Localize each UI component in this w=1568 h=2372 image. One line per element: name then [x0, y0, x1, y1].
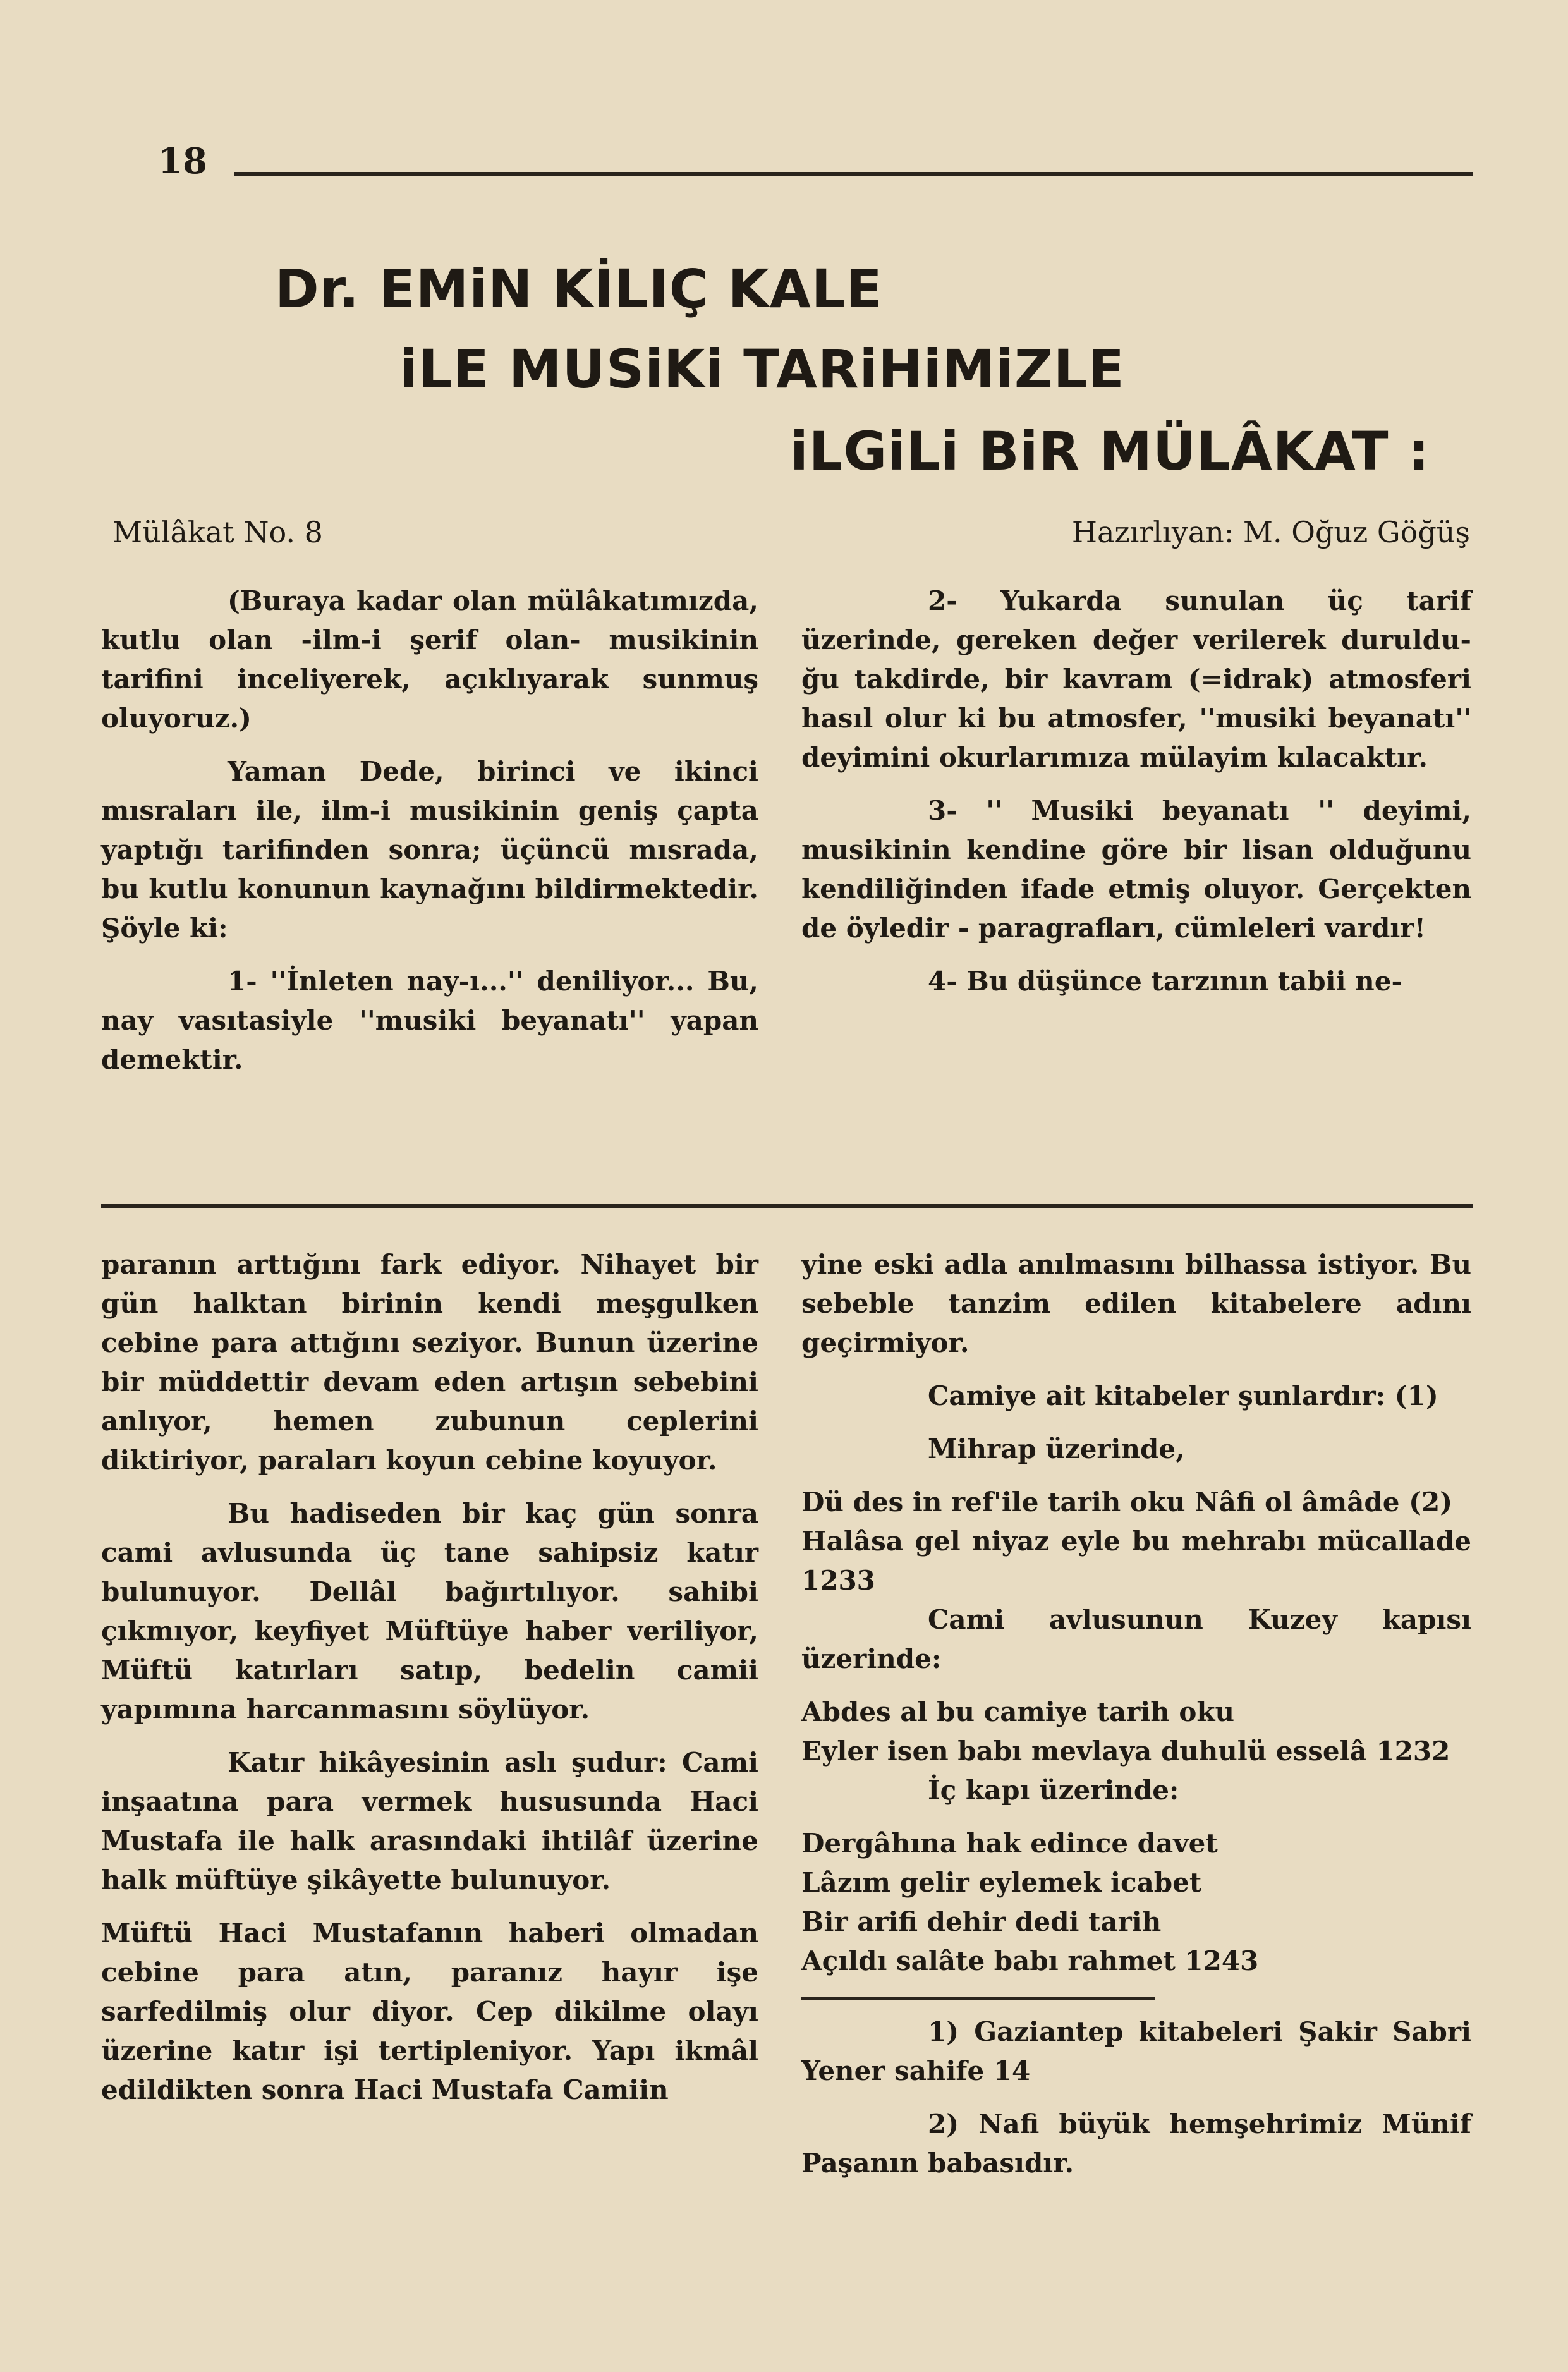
inscription-line: Halâsa gel niyaz eyle bu mehrabı mücallade 1233	[801, 1526, 1471, 1596]
page-number: 18	[158, 140, 207, 182]
inscription-line: Dergâhına hak edince davet	[801, 1828, 1218, 1859]
inscription-inner-gate	[801, 1824, 1471, 1981]
paragraph: Camiye ait kitabeler şunlardır: (1)	[928, 1380, 1438, 1411]
paragraph: Cami avlusunun Kuzey kapısı üzerinde:	[801, 1604, 1471, 1674]
paragraph: İç kapı üzerinde:	[928, 1775, 1179, 1806]
paragraph: 4- Bu düşünce tarzının tabii ne-	[928, 966, 1402, 997]
inscription-line: Dü des in ref'ile tarih oku Nâfi ol âmâde (2)	[801, 1487, 1453, 1517]
middle-rule	[101, 1204, 1473, 1208]
inscription-line: Açıldı salâte babı rahmet 1243	[801, 1945, 1259, 1976]
top-left-column	[101, 581, 758, 1182]
inscription-line: Abdes al bu camiye tarih oku	[801, 1696, 1235, 1727]
paragraph: Müftü Haci Mustafanın haberi olmadan cebine para atın, paranız hayır işe sarfedilmiş olur diyor. Cep dikilme olayı üzerine katır işi tertipleniyor. Yapı ikmâl edildikten sonra Haci Mustafa Camiin	[101, 1918, 758, 2105]
paragraph: 3- '' Musiki beyanatı '' deyimi, musikinin kendine göre bir lisan olduğunu kendiliğinden ifade etmiş oluyor. Gerçekten de öyledir - paragrafları, cümleleri vardır!	[801, 795, 1471, 944]
title-line-2: iLE MUSiKi TARiHiMiZLE	[399, 338, 1125, 400]
inscription-line: Lâzım gelir eylemek icabet	[801, 1867, 1202, 1898]
footnote-rule	[801, 1997, 1155, 2000]
inscription-line: Bir arifi dehir dedi tarih	[801, 1906, 1162, 1937]
inscription-north-gate	[801, 1693, 1471, 1771]
paragraph: 1- ''İnleten nay-ı...'' deniliyor... Bu, nay vasıtasiyle ''musiki beyanatı'' yapan demektir.	[101, 966, 758, 1075]
bottom-right-column	[801, 1245, 1471, 2269]
title-line-3: iLGiLi BiR MÜLÂKAT :	[790, 420, 1430, 482]
paragraph: Yaman Dede, birinci ve ikinci mısraları ile, ilm-i musikinin geniş çapta yaptığı tarifinden sonra; üçüncü mısrada, bu kutlu konunun kaynağını bildirmektedir. Şöyle ki:	[101, 756, 758, 944]
paragraph: paranın arttığını fark ediyor. Nihayet bir gün halktan birinin kendi meşgulken cebine para attığını seziyor. Bunun üzerine bir müddettir devam eden artışın sebebini anlıyor, hemen zubunun ceplerini diktiriyor, paraları koyun cebine koyuyor.	[101, 1249, 758, 1476]
inscription-line: Eyler isen babı mevlaya duhulü esselâ 1232	[801, 1736, 1450, 1767]
inscription-mihrab	[801, 1483, 1471, 1600]
top-right-column	[801, 581, 1471, 1182]
prepared-by: Hazırlıyan: M. Oğuz Göğüş	[1071, 515, 1470, 549]
paragraph: Bu hadiseden bir kaç gün sonra cami avlusunda üç tane sahipsiz katır bulunuyor. Dellâl bağırtılıyor. sahibi çıkmıyor, keyfiyet Müftüye haber veriliyor, Müftü katırları satıp, bedelin camii yapımına harcanmasını söylüyor.	[101, 1498, 758, 1725]
paragraph: 2- Yukarda sunulan üç tarif üzerinde, gereken değer verilerek duruldu-ğu takdirde, bir kavram (=idrak) atmosferi hasıl olur ki bu atmosfer, ''musiki beyanatı'' deyimini okurlarımıza mülayim kılacaktır.	[801, 585, 1471, 773]
bottom-left-column	[101, 1245, 758, 2269]
paragraph: Katır hikâyesinin aslı şudur: Cami inşaatına para vermek hususunda Haci Mustafa ile halk arasındaki ihtilâf üzerine halk müftüye şikâyette bulunuyor.	[101, 1747, 758, 1895]
footnote-1: 1) Gaziantep kitabeleri Şakir Sabri Yener sahife 14	[801, 2016, 1471, 2086]
header-rule	[234, 172, 1473, 176]
interview-number: Mülâkat No. 8	[112, 515, 323, 549]
paragraph: yine eski adla anılmasını bilhassa istiyor. Bu sebeble tanzim edilen kitabelere adını geçirmiyor.	[801, 1249, 1471, 1358]
footnote-2: 2) Nafi büyük hemşehrimiz Münif Paşanın babasıdır.	[801, 2108, 1471, 2179]
title-line-1: Dr. EMiN KİLIÇ KALE	[275, 258, 883, 320]
paragraph: Mihrap üzerinde,	[928, 1433, 1185, 1464]
paragraph: (Buraya kadar olan mülâkatımızda, kutlu olan -ilm-i şerif olan- musikinin tarifini inceliyerek, açıklıyarak sunmuş oluyoruz.)	[101, 585, 758, 734]
